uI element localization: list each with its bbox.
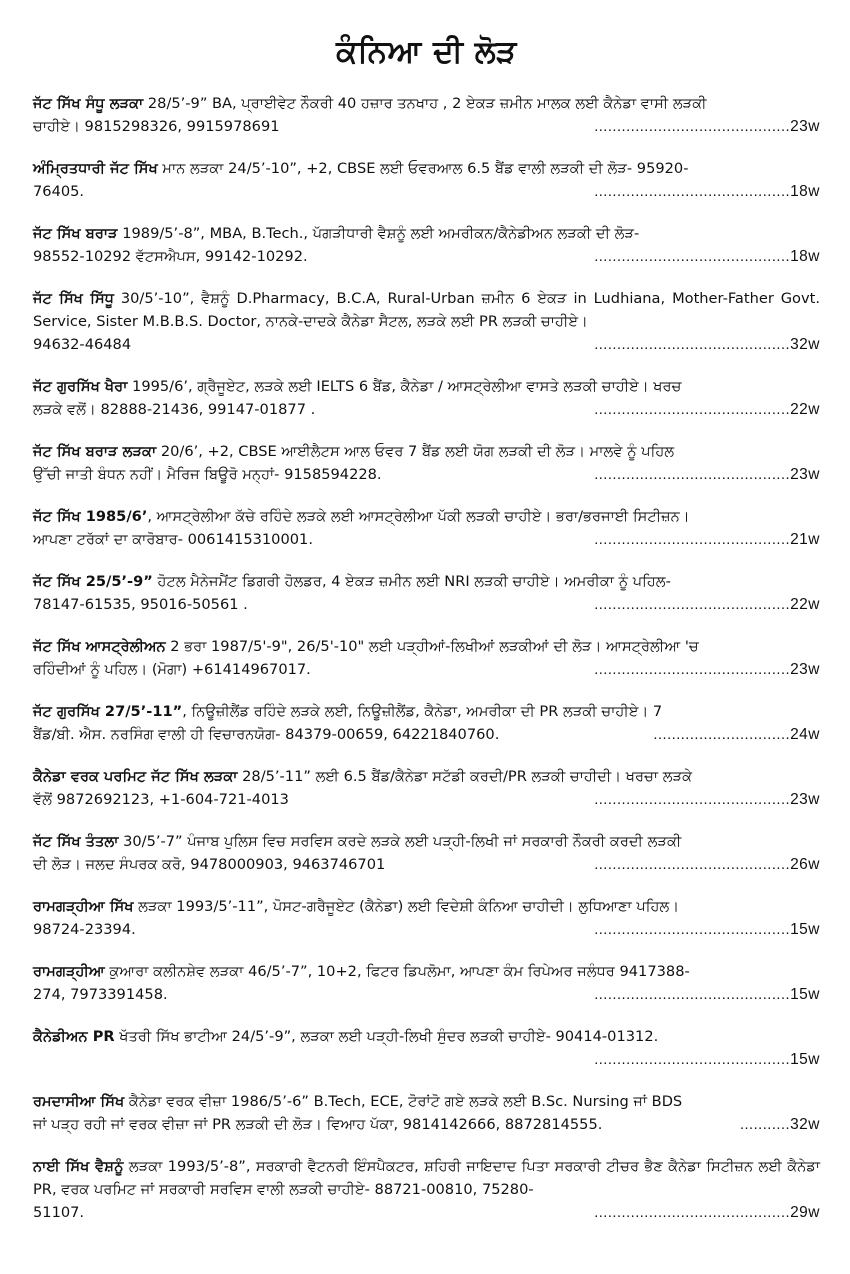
ad-code: 15w: [790, 1051, 820, 1068]
ad-text: [33, 1155, 820, 1201]
leader-dots: ...........................................: [594, 184, 791, 200]
ad-leader: [92, 1201, 820, 1225]
ad-heading: ਜੱਟ ਸਿੱਖ ਸੰਧੂ ਲੜਕਾ: [33, 95, 144, 112]
ad-contact: 94632-46484: [33, 336, 132, 353]
ad-contact: ਰਹਿੰਦੀਆਂ ਨੂੰ ਪਹਿਲ। (ਮੋਗਾ) +61414967017.: [33, 661, 311, 678]
ad-text: [33, 1090, 820, 1113]
ad-heading: ਜੱਟ ਸਿੱਖ 1985/6’: [33, 508, 148, 525]
ad-body: 2 ਭਰਾ 1987/5'-9", 26/5'-10" ਲਈ ਪੜ੍ਹੀਆਂ-ਲਿਖੀਆਂ ਲੜਕੀਆਂ ਦੀ ਲੋੜ। ਆਸਟ੍ਰੇਲੀਆ 'ਚ: [165, 638, 699, 655]
ad-contact: ਬੈਂਡ/ਬੀ. ਐਸ. ਨਰਸਿੰਗ ਵਾਲੀ ਹੀ ਵਿਚਾਰਨਯੋਗ- 84379-00659, 64221840760.: [33, 726, 500, 743]
leader-dots: ...........................................: [594, 1205, 791, 1221]
leader-dots: ...........................................: [594, 792, 791, 808]
ad-leader: [393, 853, 820, 877]
ad-heading: ਜੱਟ ਸਿੱਖ ਆਸਟ੍ਰੇਲੀਅਨ: [33, 638, 166, 655]
ad-code: 15w: [790, 986, 820, 1003]
ad-last-line: [33, 115, 820, 139]
ad-body: 30/5’-10”, ਵੈਸ਼ਨੂੰ D.Pharmacy, B.C.A, Rural-Urban ਜ਼ਮੀਨ 6 ਏਕੜ in Ludhiana, Mother-Father Govt. Service, Sister M.B.B.S. Doctor, ਨਾਨਕੇ-ਦਾਦਕੇ ਕੈਨੇਡਾ ਸੈਟਲ, ਲੜਕੇ ਲਈ PR ਲੜਕੀ ਚਾਹੀਏ।: [33, 290, 820, 330]
ad-body: ਹੋਟਲ ਮੈਨੇਜਮੈਂਟ ਡਿਗਰੀ ਹੋਲਡਰ, 4 ਏਕੜ ਜ਼ਮੀਨ ਲਈ NRI ਲੜਕੀ ਚਾਹੀਏ। ਅਮਰੀਕਾ ਨੂੰ ਪਹਿਲ-: [152, 573, 671, 590]
ad-code: 15w: [790, 921, 820, 938]
ad-last-line: [33, 853, 820, 877]
ad-code: 18w: [790, 248, 820, 265]
ad-contact: ਜਾਂ ਪੜ੍ਹ ਰਹੀ ਜਾਂ ਵਰਕ ਵੀਜ਼ਾ ਜਾਂ PR ਲੜਕੀ ਦੀ ਲੋੜ। ਵਿਆਹ ਪੱਕਾ, 9814142666, 8872814555.: [33, 1116, 603, 1133]
leader-dots: ...........................................: [594, 1052, 791, 1068]
ad-leader: [507, 723, 820, 747]
ad-heading: ਜੱਟ ਗੁਰਸਿੱਖ ਖੈਰਾ: [33, 378, 128, 395]
classified-ad: [33, 287, 820, 357]
ad-text: [33, 570, 820, 593]
classified-ad: [33, 830, 820, 877]
ad-leader: [319, 658, 820, 682]
ad-leader: [321, 528, 820, 552]
leader-dots: ...........................................: [594, 402, 791, 418]
ad-text: [33, 765, 820, 788]
ad-text: [33, 157, 820, 180]
ad-heading: ਕੈਨੇਡਾ ਵਰਕ ਪਰਮਿਟ ਜੱਟ ਸਿੱਖ ਲੜਕਾ: [33, 768, 238, 785]
ad-contact: 98552-10292 ਵੱਟਸਐਪਸ, 99142-10292.: [33, 248, 308, 265]
ad-leader: [176, 983, 820, 1007]
ad-heading: ਜੱਟ ਸਿੱਖ 25/5’-9”: [33, 573, 153, 590]
classified-ad: [33, 1155, 820, 1225]
classified-ad: [33, 440, 820, 487]
classified-ad: [33, 1090, 820, 1137]
leader-dots: ...........................................: [594, 922, 791, 938]
ad-text: [33, 375, 820, 398]
ad-text: [33, 830, 820, 853]
ad-text: [33, 222, 820, 245]
ad-body: , ਆਸਟ੍ਰੇਲੀਆ ਕੱਚੇ ਰਹਿੰਦੇ ਲੜਕੇ ਲਈ ਆਸਟ੍ਰੇਲੀਆ ਪੱਕੀ ਲੜਕੀ ਚਾਹੀਏ। ਭਰਾ/ਭਰਜਾਈ ਸਿਟੀਜ਼ਨ।: [147, 508, 690, 525]
leader-dots: ...........................................: [594, 987, 791, 1003]
ad-code: 29w: [790, 1204, 820, 1221]
ad-body: 30/5’-7” ਪੰਜਾਬ ਪੁਲਿਸ ਵਿਚ ਸਰਵਿਸ ਕਰਦੇ ਲੜਕੇ ਲਈ ਪੜ੍ਹੀ-ਲਿਖੀ ਜਾਂ ਸਰਕਾਰੀ ਨੌਕਰੀ ਕਰਦੀ ਲੜਕੀ: [118, 833, 682, 850]
leader-dots: ...........................................: [594, 857, 791, 873]
ad-leader: [316, 245, 820, 269]
ad-body: , ਨਿਊਜ਼ੀਲੈਂਡ ਰਹਿੰਦੇ ਲੜਕੇ ਲਈ, ਨਿਊਜ਼ੀਲੈਂਡ, ਕੈਨੇਡਾ, ਅਮਰੀਕਾ ਦੀ PR ਲੜਕੀ ਚਾਹੀਏ। 7: [182, 703, 663, 720]
ad-heading: ਜੱਟ ਸਿੱਖ ਸਿੱਧੂ: [33, 290, 114, 307]
ad-contact: 51107.: [33, 1204, 85, 1221]
ad-text: [33, 895, 820, 918]
page-title: ਕੰਨਿਆ ਦੀ ਲੋੜ: [336, 34, 517, 70]
ad-contact: ਦੀ ਲੋੜ। ਜਲਦ ਸੰਪਰਕ ਕਰੋ, 9478000903, 9463746701: [33, 856, 386, 873]
classified-ad: [33, 895, 820, 942]
ad-body: ਲੜਕਾ 1993/5’-11”, ਪੋਸਟ-ਗਰੈਜੂਏਟ (ਕੈਨੇਡਾ) ਲਈ ਵਿਦੇਸ਼ੀ ਕੰਨਿਆ ਚਾਹੀਦੀ। ਲੁਧਿਆਣਾ ਪਹਿਲ।: [133, 898, 680, 915]
ad-code: 32w: [790, 336, 820, 353]
ad-leader: [288, 115, 820, 139]
ad-last-line: [33, 1113, 820, 1137]
ad-body: 1995/6’, ਗ੍ਰੈਜੂਏਟ, ਲੜਕੇ ਲਈ IELTS 6 ਬੈਂਡ, ਕੈਨੇਡਾ / ਆਸਟ੍ਰੇਲੀਆ ਵਾਸਤੇ ਲੜਕੀ ਚਾਹੀਏ। ਖਰਚ: [127, 378, 682, 395]
ad-heading: ਜੱਟ ਗੁਰਸਿੱਖ 27/5’-11”: [33, 703, 183, 720]
leader-dots: ...........................................: [594, 467, 791, 483]
leader-dots: ...........................................: [594, 249, 791, 265]
leader-dots: ...........: [739, 1117, 791, 1133]
ad-last-line: [33, 1201, 820, 1225]
ad-body: ਲੜਕਾ 1993/5’-8”, ਸਰਕਾਰੀ ਵੈਟਨਰੀ ਇੰਸਪੈਕਟਰ, ਸ਼ਹਿਰੀ ਜਾਇਦਾਦ ਪਿਤਾ ਸਰਕਾਰੀ ਟੀਚਰ ਭੈਣ ਕੈਨੇਡਾ ਸਿਟੀਜ਼ਨ ਲਈ ਕੈਨੇਡਾ PR, ਵਰਕ ਪਰਮਿਟ ਜਾਂ ਸਰਕਾਰੀ ਸਰਵਿਸ ਵਾਲੀ ਲੜਕੀ ਚਾਹੀਏ- 88721-00810, 75280-: [33, 1158, 820, 1198]
ad-list: [33, 92, 820, 1225]
leader-dots: ...........................................: [594, 662, 791, 678]
ad-contact: ਆਪਣਾ ਟਰੱਕਾਂ ਦਾ ਕਾਰੋਬਾਰ- 0061415310001.: [33, 531, 313, 548]
ad-heading: ਕੈਨੇਡੀਅਨ PR: [33, 1028, 115, 1045]
ad-last-line: [33, 918, 820, 942]
ad-code: 22w: [790, 596, 820, 613]
ad-text: [33, 505, 820, 528]
ad-code: 18w: [790, 183, 820, 200]
ad-body: 28/5’-9” BA, ਪ੍ਰਾਈਵੇਟ ਨੌਕਰੀ 40 ਹਜ਼ਾਰ ਤਨਖਾਹ , 2 ਏਕੜ ਜ਼ਮੀਨ ਮਾਲਕ ਲਈ ਕੈਨੇਡਾ ਵਾਸੀ ਲੜਕੀ: [143, 95, 707, 112]
ad-last-line: [33, 463, 820, 487]
ad-code: 23w: [790, 466, 820, 483]
ad-text: [33, 700, 820, 723]
classified-ad: [33, 157, 820, 204]
leader-dots: ..............................: [653, 727, 791, 743]
ad-leader: [92, 180, 820, 204]
classified-ad: [33, 700, 820, 747]
ad-code: 22w: [790, 401, 820, 418]
leader-dots: ...........................................: [594, 119, 791, 135]
ad-heading: ਰਾਮਗੜ੍ਹੀਆ: [33, 963, 105, 980]
ad-leader: [139, 333, 820, 357]
classified-ad: [33, 375, 820, 422]
ad-contact: 274, 7973391458.: [33, 986, 168, 1003]
classified-ad: [33, 635, 820, 682]
ad-last-line: [33, 398, 820, 422]
classified-ad: [33, 92, 820, 139]
ad-contact: ਲੜਕੇ ਵਲੋਂ। 82888-21436, 99147-01877 .: [33, 401, 316, 418]
ad-body: 1989/5’-8”, MBA, B.Tech., ਪੱਗੜੀਧਾਰੀ ਵੈਸ਼ਨੂੰ ਲਈ ਅਮਰੀਕਨ/ਕੈਨੇਡੀਅਨ ਲੜਕੀ ਦੀ ਲੋੜ-: [117, 225, 640, 242]
ad-leader: [323, 398, 820, 422]
classified-ad: [33, 222, 820, 269]
ad-last-line: [33, 788, 820, 812]
ad-text: [33, 960, 820, 983]
ad-code: 23w: [790, 791, 820, 808]
ad-contact: 76405.: [33, 183, 85, 200]
ad-code: 21w: [790, 531, 820, 548]
ad-last-line: [33, 1048, 820, 1072]
ad-code: 23w: [790, 661, 820, 678]
classified-ad: [33, 570, 820, 617]
classified-ad: [33, 765, 820, 812]
ad-last-line: [33, 245, 820, 269]
ad-text: [33, 440, 820, 463]
ad-last-line: [33, 723, 820, 747]
ad-text: [33, 635, 820, 658]
ad-leader: [256, 593, 820, 617]
ad-leader: [144, 918, 820, 942]
classified-ad: [33, 505, 820, 552]
leader-dots: ...........................................: [594, 337, 791, 353]
ad-code: 32w: [790, 1116, 820, 1133]
ad-last-line: [33, 180, 820, 204]
ad-heading: ਜੱਟ ਸਿੱਖ ਤੰਤਲਾ: [33, 833, 119, 850]
ad-leader: [41, 1048, 820, 1072]
ad-heading: ਨਾਈ ਸਿੱਖ ਵੈਸ਼ਨੂੰ: [33, 1158, 124, 1175]
ad-code: 24w: [790, 726, 820, 743]
ad-heading: ਜੱਟ ਸਿੱਖ ਬਰਾੜ ਲੜਕਾ: [33, 443, 157, 460]
ad-contact: 78147-61535, 95016-50561 .: [33, 596, 248, 613]
ad-leader: [390, 463, 820, 487]
ad-last-line: [33, 593, 820, 617]
classified-ad: [33, 1025, 820, 1072]
ad-text: [33, 287, 820, 333]
ad-body: 20/6’, +2, CBSE ਆਈਲੈਟਸ ਆਲ ਓਵਰ 7 ਬੈਂਡ ਲਈ ਯੋਗ ਲੜਕੀ ਦੀ ਲੋੜ। ਮਾਲਵੇ ਨੂੰ ਪਹਿਲ: [156, 443, 675, 460]
ad-body: ਕੈਨੇਡਾ ਵਰਕ ਵੀਜ਼ਾ 1986/5’-6” B.Tech, ECE, ਟੋਰਾਂਟੋ ਗਏ ਲੜਕੇ ਲਈ B.Sc. Nursing ਜਾਂ BDS: [124, 1093, 683, 1110]
ad-last-line: [33, 658, 820, 682]
ad-heading: ਰਮਦਾਸੀਆ ਸਿੱਖ: [33, 1093, 125, 1110]
ad-leader: [297, 788, 820, 812]
ad-last-line: [33, 983, 820, 1007]
ad-heading: ਅੰਮ੍ਰਿਤਧਾਰੀ ਜੱਟ ਸਿੱਖ: [33, 160, 158, 177]
classified-ad: [33, 960, 820, 1007]
ad-leader: [610, 1113, 820, 1137]
ad-body: ਖੱਤਰੀ ਸਿੱਖ ਭਾਟੀਆ 24/5’-9”, ਲੜਕਾ ਲਈ ਪੜ੍ਹੀ-ਲਿਖੀ ਸੁੰਦਰ ਲੜਕੀ ਚਾਹੀਏ- 90414-01312.: [114, 1028, 659, 1045]
ad-code: 26w: [790, 856, 820, 873]
ad-body: ਕੁਆਰਾ ਕਲੀਨਸ਼ੇਵ ਲੜਕਾ 46/5’-7”, 10+2, ਫਿਟਰ ਡਿਪਲੋਮਾ, ਆਪਣਾ ਕੰਮ ਰਿਪੇਅਰ ਜਲੰਧਰ 9417388-: [104, 963, 690, 980]
ad-heading: ਰਾਮਗੜ੍ਹੀਆ ਸਿੱਖ: [33, 898, 134, 915]
ad-body: 28/5’-11” ਲਈ 6.5 ਬੈਂਡ/ਕੈਨੇਡਾ ਸਟੱਡੀ ਕਰਦੀ/PR ਲੜਕੀ ਚਾਹੀਦੀ। ਖਰਚਾ ਲੜਕੇ: [237, 768, 693, 785]
ad-text: [33, 1025, 820, 1048]
ad-code: 23w: [790, 118, 820, 135]
ad-body: ਮਾਨ ਲੜਕਾ 24/5’-10”, +2, CBSE ਲਈ ਓਵਰਆਲ 6.5 ਬੈਂਡ ਵਾਲੀ ਲੜਕੀ ਦੀ ਲੋੜ- 95920-: [157, 160, 689, 177]
ad-contact: ਚਾਹੀਏ। 9815298326, 9915978691: [33, 118, 280, 135]
ad-last-line: [33, 528, 820, 552]
ad-last-line: [33, 333, 820, 357]
ad-contact: ਉੱਚੀ ਜਾਤੀ ਬੰਧਨ ਨਹੀਂ। ਮੈਰਿਜ ਬਿਊਰੋ ਮਨ੍ਹਾਂ- 9158594228.: [33, 466, 382, 483]
leader-dots: ...........................................: [594, 597, 791, 613]
ad-contact: 98724-23394.: [33, 921, 136, 938]
ad-text: [33, 92, 820, 115]
ad-contact: ਵੱਲੋਂ 9872692123, +1-604-721-4013: [33, 791, 289, 808]
leader-dots: ...........................................: [594, 532, 791, 548]
ad-heading: ਜੱਟ ਸਿੱਖ ਬਰਾੜ: [33, 225, 118, 242]
